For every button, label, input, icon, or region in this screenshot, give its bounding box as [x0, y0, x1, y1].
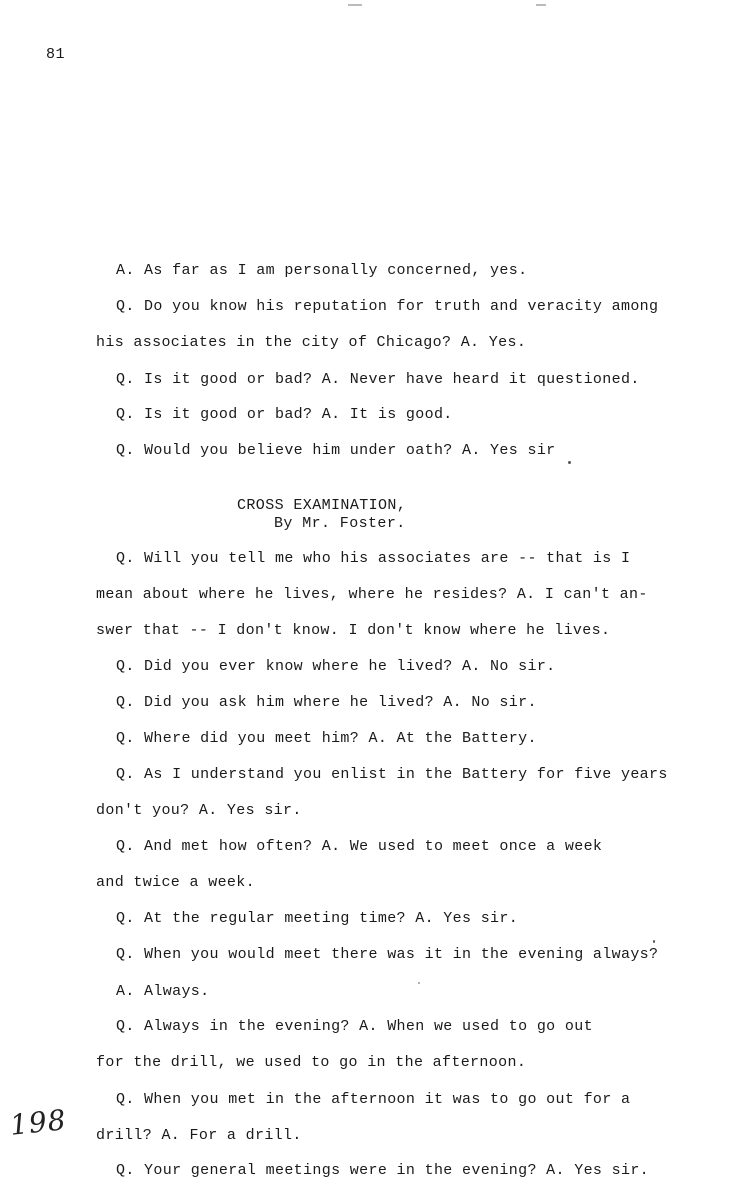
section-subheading: By Mr. Foster.	[274, 515, 406, 532]
transcript-line: Q. Would you believe him under oath? A. Yes sir	[116, 442, 556, 459]
transcript-line: Q. Is it good or bad? A. It is good.	[116, 406, 453, 423]
scan-mark	[348, 4, 362, 6]
transcript-line: for the drill, we used to go in the afternoon.	[96, 1054, 527, 1071]
transcript-line: Q. When you would meet there was it in the evening always?	[116, 946, 659, 963]
transcript-line: A. Always.	[116, 983, 210, 1000]
transcript-line: Q. Always in the evening? A. When we used to go out	[116, 1018, 593, 1035]
transcript-line: Q. At the regular meeting time? A. Yes sir.	[116, 910, 519, 927]
page-number: 81	[46, 46, 66, 63]
transcript-line: Q. Did you ever know where he lived? A. No sir.	[116, 658, 556, 675]
transcript-line: Q. Where did you meet him? A. At the Battery.	[116, 730, 537, 747]
transcript-line: mean about where he lives, where he resides? A. I can't an-	[96, 586, 648, 603]
section-heading: CROSS EXAMINATION,	[237, 497, 407, 514]
scan-mark	[536, 4, 546, 6]
ink-speck	[418, 982, 420, 984]
transcript-line: Q. Will you tell me who his associates are -- that is I	[116, 550, 631, 567]
transcript-line: Q. Did you ask him where he lived? A. No sir.	[116, 694, 537, 711]
transcript-line: Q. Your general meetings were in the evening? A. Yes sir.	[116, 1162, 650, 1179]
transcript-line: swer that -- I don't know. I don't know where he lives.	[96, 622, 611, 639]
transcript-line: his associates in the city of Chicago? A. Yes.	[96, 334, 527, 351]
ink-speck	[568, 461, 571, 464]
transcript-line: Q. Do you know his reputation for truth and veracity among	[116, 298, 659, 315]
transcript-line: and twice a week.	[96, 874, 255, 891]
ink-speck	[653, 940, 655, 943]
transcript-line: Q. As I understand you enlist in the Battery for five years	[116, 766, 668, 783]
transcript-line: Q. And met how often? A. We used to meet once a week	[116, 838, 603, 855]
transcript-line: drill? A. For a drill.	[96, 1127, 302, 1144]
transcript-line: A. As far as I am personally concerned, yes.	[116, 262, 528, 279]
transcript-line: don't you? A. Yes sir.	[96, 802, 302, 819]
transcript-line: Q. When you met in the afternoon it was to go out for a	[116, 1091, 631, 1108]
handwritten-margin-note: 198	[8, 1103, 69, 1142]
transcript-line: Q. Is it good or bad? A. Never have heard it questioned.	[116, 371, 640, 388]
